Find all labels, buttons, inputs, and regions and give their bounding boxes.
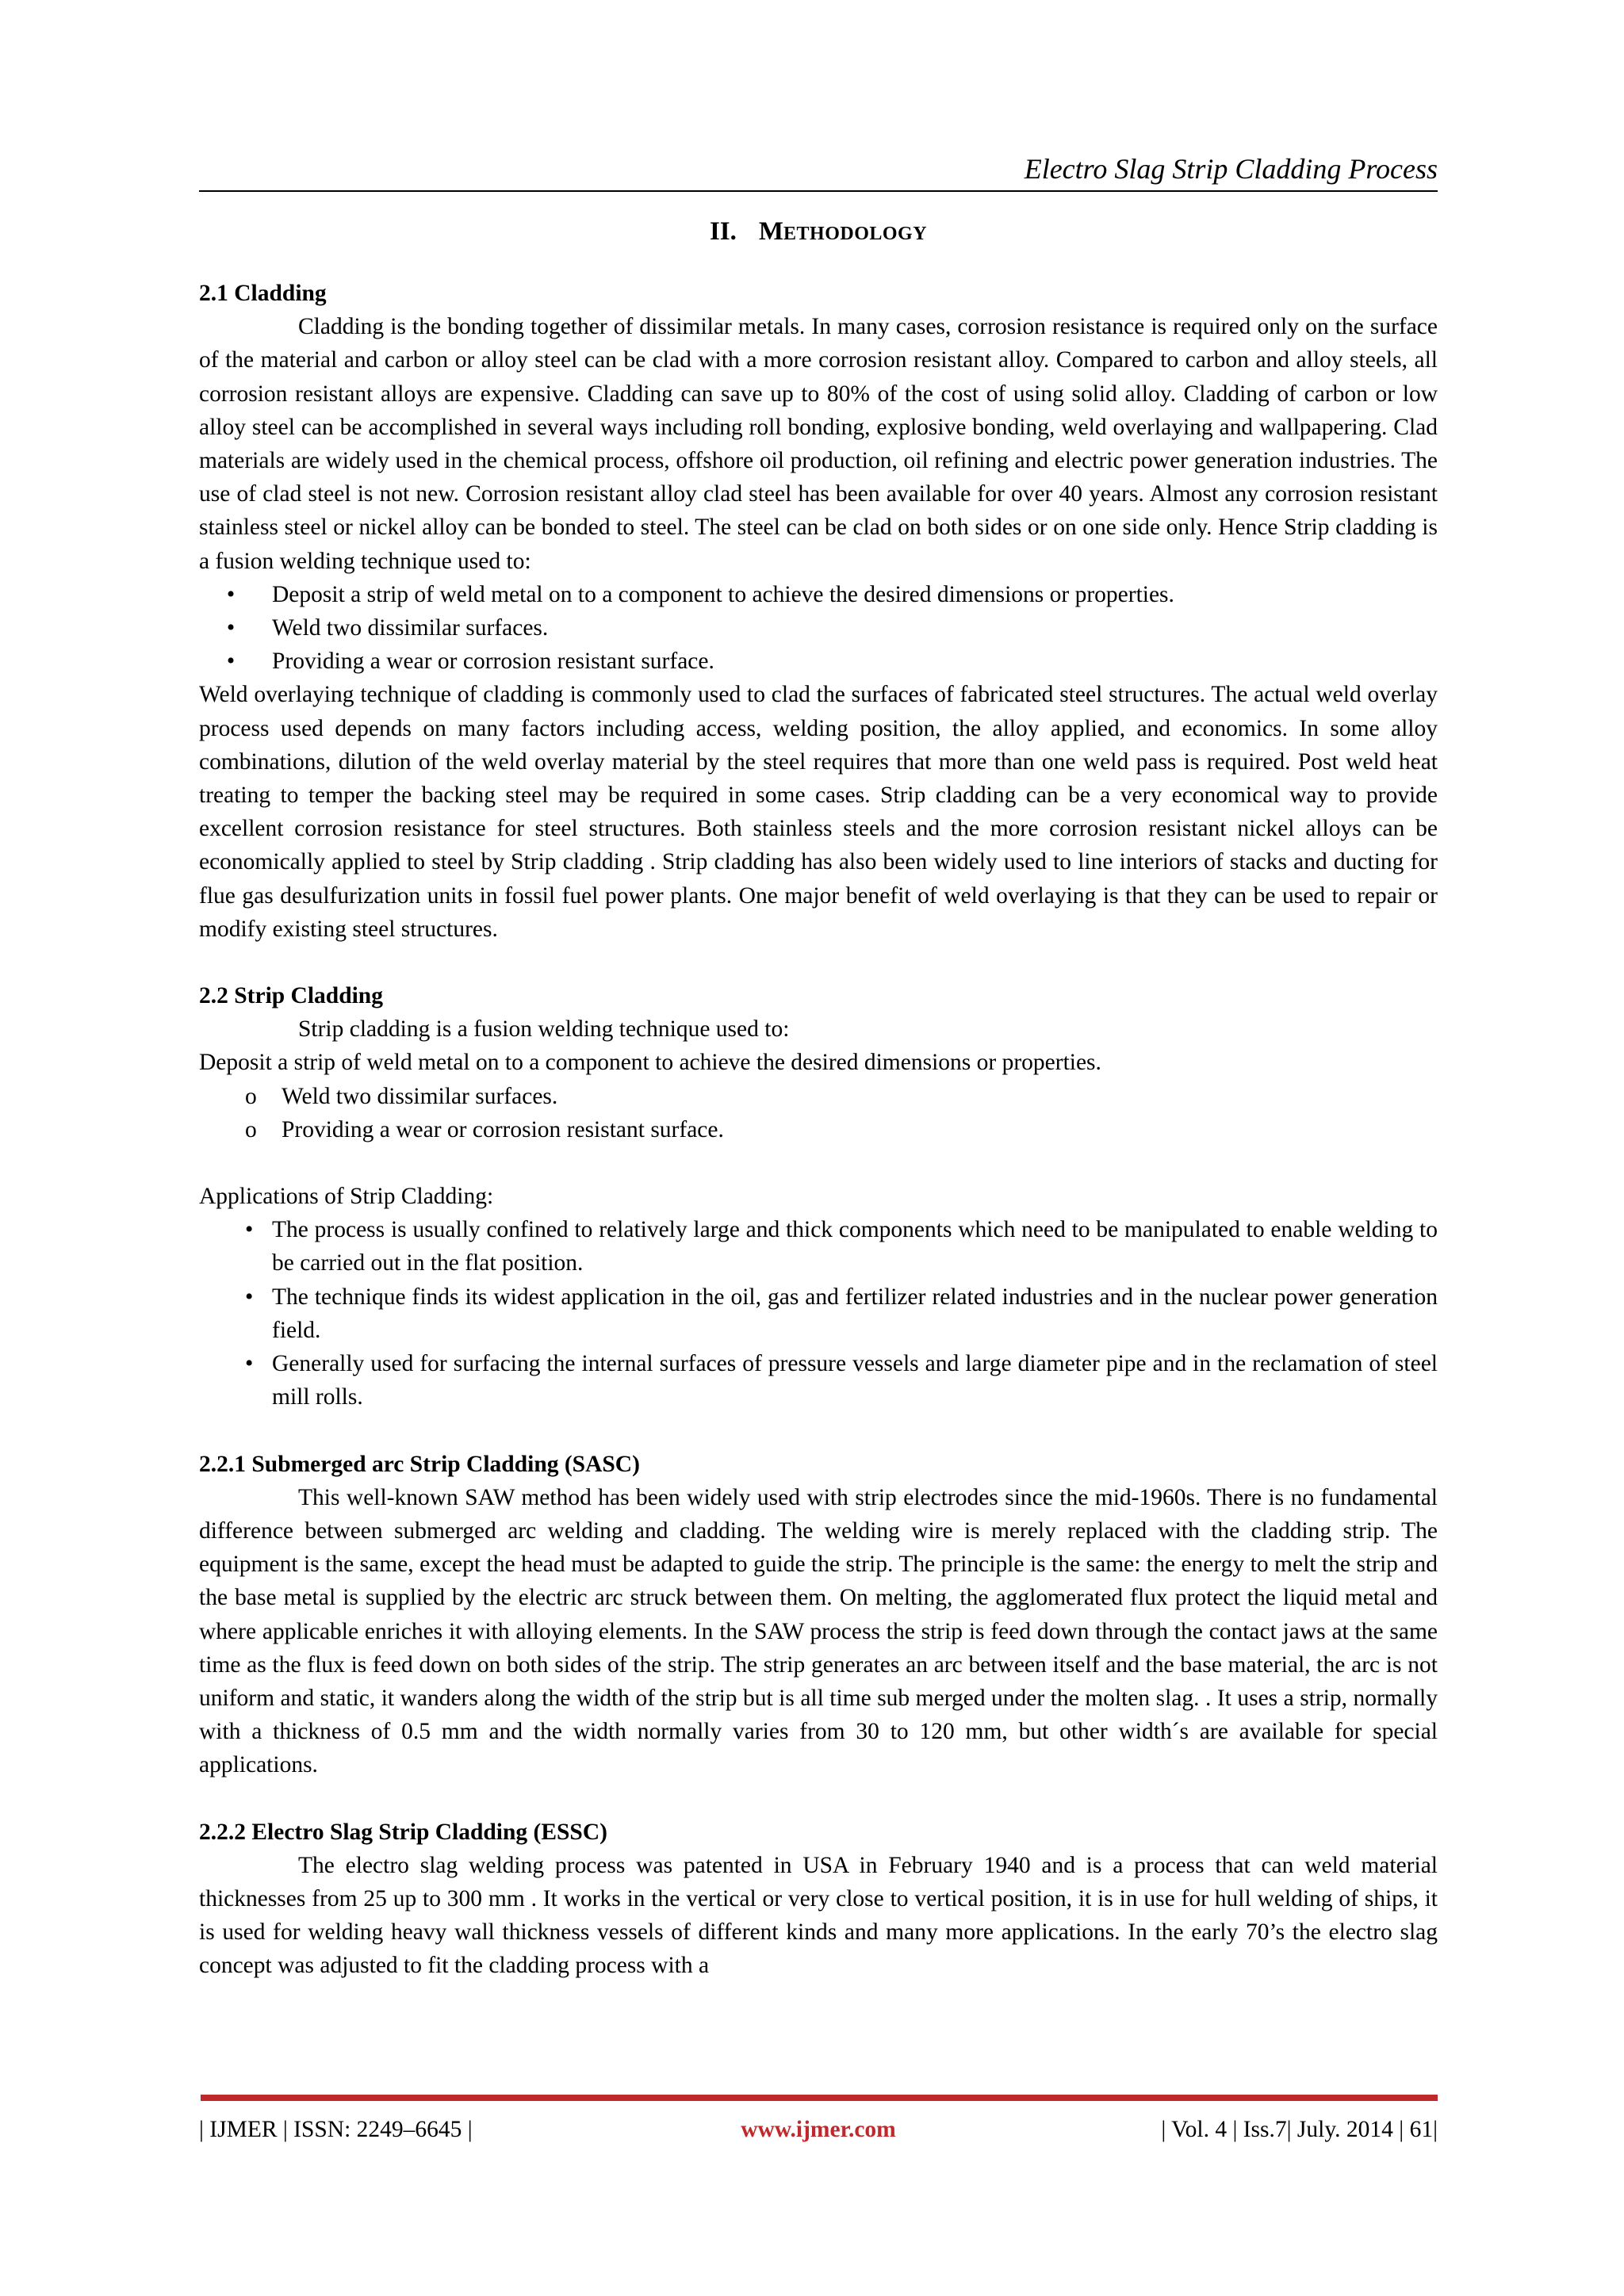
list-item: • The process is usually confined to relatively large and thick components which need to be manipulated to enable welding to be carried out in the flat position. bbox=[199, 1213, 1438, 1280]
section-title bbox=[199, 216, 1438, 250]
hollow-bullet-icon: o bbox=[245, 1116, 257, 1142]
bullet-icon: • bbox=[245, 1351, 254, 1377]
list-item: • Weld two dissimilar surfaces. bbox=[199, 611, 1438, 645]
applications-list bbox=[199, 1213, 1438, 1414]
bullet-list-2-1 bbox=[199, 578, 1438, 679]
list-item: • Generally used for surfacing the internal surfaces of pressure vessels and large diameter pipe and in the reclamation of steel mill rolls. bbox=[199, 1347, 1438, 1414]
bullet-icon: • bbox=[226, 649, 236, 675]
heading-2-2: 2.2 Strip Cladding bbox=[199, 983, 383, 1009]
bullet-list-2-2 bbox=[199, 1080, 1438, 1146]
paragraph-2-1-intro: Cladding is the bonding together of dissimilar metals. In many cases, corrosion resistance is required only on the surface of the material and carbon or alloy steel can be clad with a more corrosion resistant alloy. Compared to carbon and alloy steels, all corrosion resistant alloys are expensive. Cladding can save up to 80% of the cost of using solid alloy. Cladding of carbon or low alloy steel can be accomplished in several ways including roll bonding, explosive bonding, weld overlaying and wallpapering. Clad materials are widely used in the chemical process, offshore oil production, oil refining and electric power generation industries. The use of clad steel is not new. Corrosion resistant alloy clad steel has been available for over 40 years. Almost any corrosion resistant stainless steel or nickel alloy can be bonded to steel. The steel can be clad on both sides or on one side only. Hence Strip cladding is a fusion welding technique used to: bbox=[199, 314, 1438, 574]
list-item: o Providing a wear or corrosion resistant surface. bbox=[199, 1113, 1438, 1146]
paragraph-2-2-1: This well-known SAW method has been widely used with strip electrodes since the mid-1960s. There is no fundamental difference between submerged arc welding and cladding. The welding wire is merely replaced with the cladding strip. The equipment is the same, except the head must be adapted to guide the strip. The principle is the same: the energy to melt the strip and the base metal is supplied by the electric arc struck between them. On melting, the agglomerated flux protect the liquid metal and where applicable enriches it with alloying elements. In the SAW process the strip is feed down through the contact jaws at the same time as the flux is feed down on both sides of the strip. The strip generates an arc between itself and the base material, the arc is not uniform and static, it wanders along the width of the strip but is all time sub merged under the molten slag. . It uses a strip, normally with a thickness of 0.5 mm and the width normally varies from 30 to 120 mm, but other width´s are available for special applications. bbox=[199, 1484, 1438, 1778]
bullet-icon: • bbox=[226, 581, 236, 607]
list-item: • Deposit a strip of weld metal on to a component to achieve the desired dimensions or properties. bbox=[199, 578, 1438, 611]
list-item: • The technique finds its widest application in the oil, gas and fertilizer related industries and in the nuclear power generation field. bbox=[199, 1280, 1438, 1347]
paragraph-2-2-deposit: Deposit a strip of weld metal on to a component to achieve the desired dimensions or properties. bbox=[199, 1050, 1101, 1076]
heading-2-2-1: 2.2.1 Submerged arc Strip Cladding (SASC) bbox=[199, 1451, 640, 1477]
section-title-initial: M bbox=[758, 217, 784, 246]
applications-title: Applications of Strip Cladding: bbox=[199, 1184, 494, 1210]
footer-rule bbox=[201, 2095, 1438, 2101]
footer-journal-info: | IJMER | ISSN: 2249–6645 | bbox=[199, 2117, 473, 2142]
bullet-icon: • bbox=[226, 615, 236, 641]
running-head: Electro Slag Strip Cladding Process bbox=[199, 151, 1438, 192]
paragraph-2-2-intro: Strip cladding is a fusion welding technique used to: bbox=[298, 1016, 790, 1043]
section-number: II. bbox=[709, 217, 737, 246]
heading-2-2-2: 2.2.2 Electro Slag Strip Cladding (ESSC) bbox=[199, 1819, 607, 1845]
list-item: • Providing a wear or corrosion resistant surface. bbox=[199, 645, 1438, 678]
list-item: o Weld two dissimilar surfaces. bbox=[199, 1080, 1438, 1113]
footer-volume-info: | Vol. 4 | Iss.7| July. 2014 | 61| bbox=[1161, 2117, 1438, 2142]
page-body bbox=[199, 151, 1438, 1983]
heading-2-1: 2.1 Cladding bbox=[199, 281, 327, 306]
paragraph-2-2-2: The electro slag welding process was patented in USA in February 1940 and is a process that can weld material thicknesses from 25 up to 300 mm . It works in the vertical or very close to vertical position, it is in use for hull welding of ships, it is used for welding heavy wall thickness vessels of different kinds and many more applications. In the early 70’s the electro slag concept was adjusted to fit the cladding process with a bbox=[199, 1852, 1438, 1979]
paragraph-2-1-weld-overlay: Weld overlaying technique of cladding is commonly used to clad the surfaces of fabricated steel structures. The actual weld overlay process used depends on many factors including access, welding position, the alloy applied, and economics. In some alloy combinations, dilution of the weld overlay material by the steel requires that more than one weld pass is required. Post weld heat treating to temper the backing steel may be required in some cases. Strip cladding can be a very economical way to provide excellent corrosion resistance for steel structures. Both stainless steels and the more corrosion resistant nickel alloys can be economically applied to steel by Strip cladding . Strip cladding has also been widely used to line interiors of stacks and ducting for flue gas desulfurization units in fossil fuel power plants. One major benefit of weld overlaying is that they can be used to repair or modify existing steel structures. bbox=[199, 682, 1438, 942]
section-title-rest: ETHODOLOGY bbox=[783, 224, 928, 244]
hollow-bullet-icon: o bbox=[245, 1083, 257, 1109]
footer-website-link[interactable]: www.ijmer.com bbox=[741, 2117, 896, 2142]
bullet-icon: • bbox=[245, 1217, 254, 1243]
bullet-icon: • bbox=[245, 1284, 254, 1310]
